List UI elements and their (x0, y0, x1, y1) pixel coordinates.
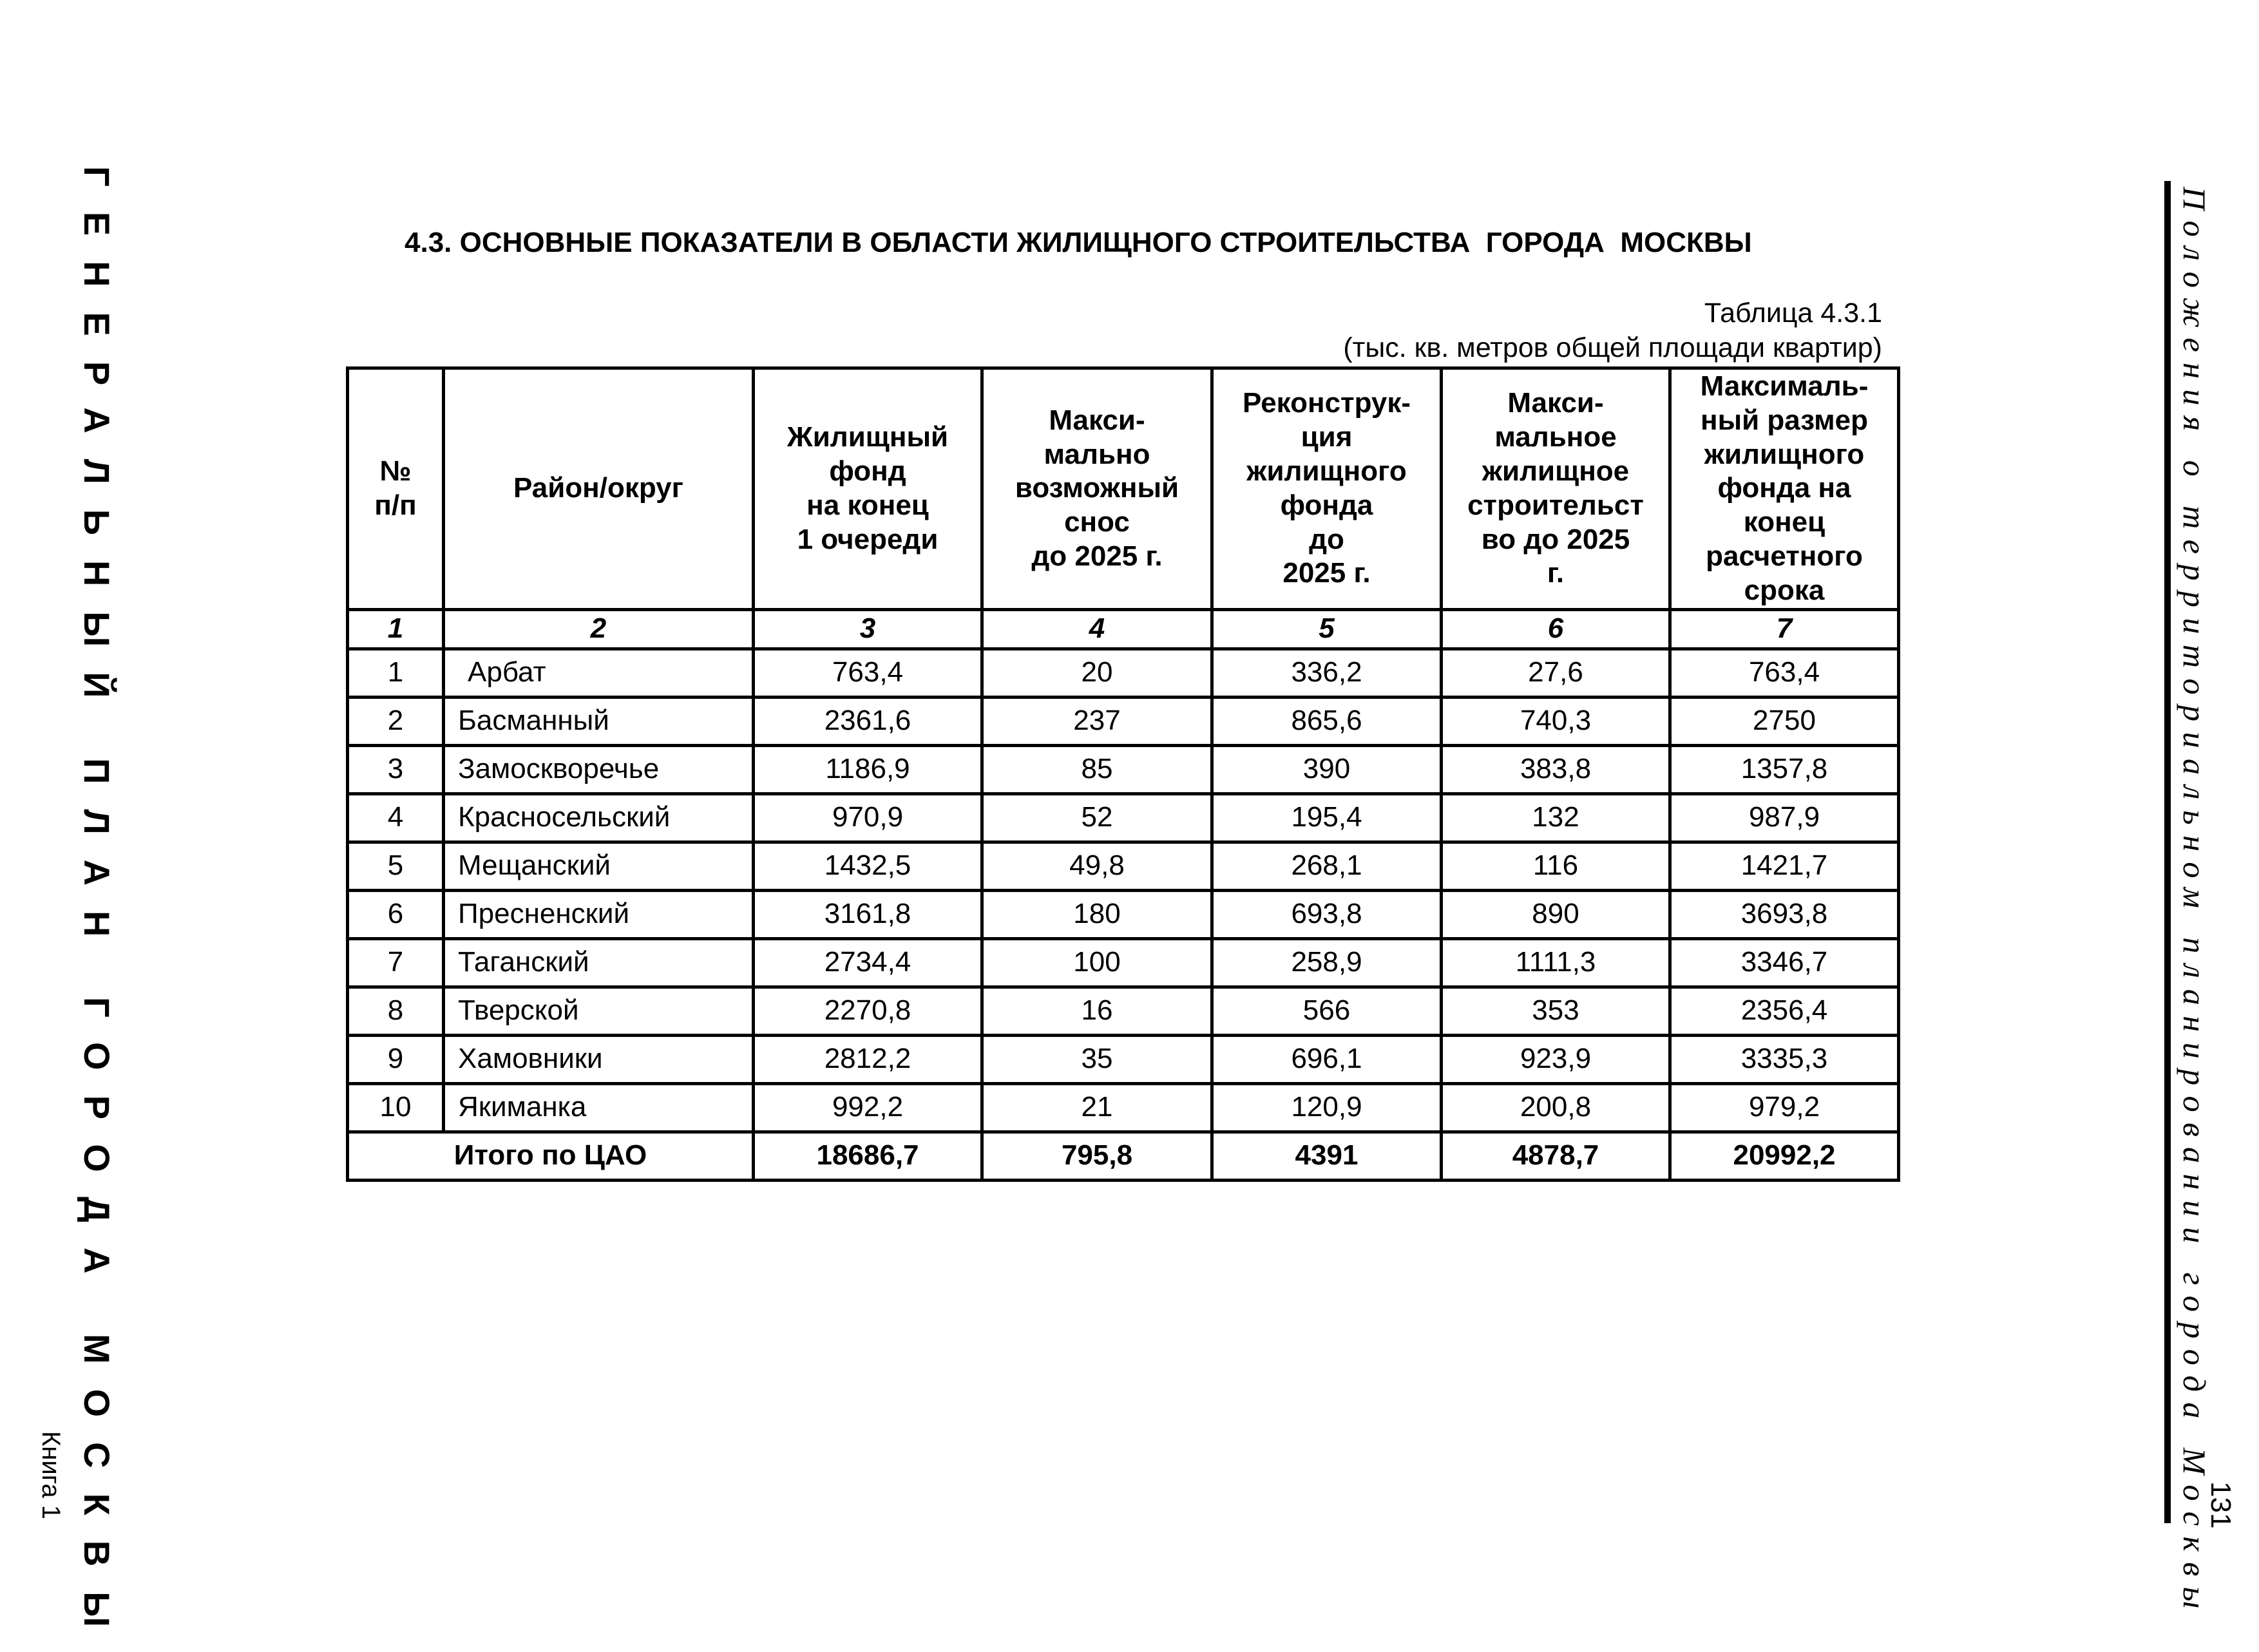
value-cell: 987,9 (1670, 793, 1899, 842)
total-row (348, 1132, 1899, 1180)
row-number: 5 (348, 842, 444, 890)
value-cell: 20 (982, 649, 1212, 697)
total-value: 4878,7 (1442, 1132, 1670, 1180)
side-title-right: Положения о территориальном планировании города Москвы (2177, 187, 2213, 1620)
value-cell: 3693,8 (1670, 890, 1899, 938)
value-cell: 970,9 (754, 793, 982, 842)
book-label: Книга 1 (37, 1431, 65, 1520)
column-number: 2 (444, 609, 754, 649)
value-cell: 353 (1442, 987, 1670, 1035)
value-cell: 2734,4 (754, 938, 982, 987)
value-cell: 1432,5 (754, 842, 982, 890)
total-value: 20992,2 (1670, 1132, 1899, 1180)
value-cell: 390 (1212, 745, 1442, 793)
value-cell: 237 (982, 697, 1212, 745)
value-cell: 132 (1442, 793, 1670, 842)
value-cell: 120,9 (1212, 1083, 1442, 1132)
column-header: Реконструк- ция жилищного фонда до 2025 г. (1212, 368, 1442, 610)
column-number: 5 (1212, 609, 1442, 649)
value-cell: 100 (982, 938, 1212, 987)
column-number: 7 (1670, 609, 1899, 649)
value-cell: 566 (1212, 987, 1442, 1035)
total-value: 18686,7 (754, 1132, 982, 1180)
value-cell: 3161,8 (754, 890, 982, 938)
row-number: 10 (348, 1083, 444, 1132)
value-cell: 2356,4 (1670, 987, 1899, 1035)
value-cell: 923,9 (1442, 1035, 1670, 1083)
table-row (348, 697, 1899, 745)
value-cell: 763,4 (754, 649, 982, 697)
value-cell: 763,4 (1670, 649, 1899, 697)
value-cell: 16 (982, 987, 1212, 1035)
value-cell: 21 (982, 1083, 1212, 1132)
table-header-row (348, 368, 1899, 610)
row-number: 8 (348, 987, 444, 1035)
value-cell: 200,8 (1442, 1083, 1670, 1132)
table-row (348, 793, 1899, 842)
value-cell: 195,4 (1212, 793, 1442, 842)
column-header: Жилищный фонд на конец 1 очереди (754, 368, 982, 610)
row-number: 4 (348, 793, 444, 842)
value-cell: 890 (1442, 890, 1670, 938)
table-row (348, 938, 1899, 987)
row-number: 7 (348, 938, 444, 987)
value-cell: 696,1 (1212, 1035, 1442, 1083)
value-cell: 992,2 (754, 1083, 982, 1132)
housing-table (346, 366, 1900, 1182)
value-cell: 49,8 (982, 842, 1212, 890)
page-number: 131 (2205, 1481, 2236, 1529)
district-name: Пресненский (444, 890, 754, 938)
value-cell: 3346,7 (1670, 938, 1899, 987)
column-number: 4 (982, 609, 1212, 649)
value-cell: 979,2 (1670, 1083, 1899, 1132)
value-cell: 85 (982, 745, 1212, 793)
table-row (348, 1035, 1899, 1083)
column-header: № п/п (348, 368, 444, 610)
district-name: Басманный (444, 697, 754, 745)
value-cell: 268,1 (1212, 842, 1442, 890)
row-number: 9 (348, 1035, 444, 1083)
total-value: 795,8 (982, 1132, 1212, 1180)
value-cell: 1421,7 (1670, 842, 1899, 890)
column-header: Макси- мально возможный снос до 2025 г. (982, 368, 1212, 610)
table-row (348, 987, 1899, 1035)
value-cell: 336,2 (1212, 649, 1442, 697)
table-row (348, 842, 1899, 890)
district-name: Арбат (444, 649, 754, 697)
row-number: 6 (348, 890, 444, 938)
total-label: Итого по ЦАО (348, 1132, 754, 1180)
row-number: 1 (348, 649, 444, 697)
side-divider (2164, 181, 2171, 1523)
row-number: 2 (348, 697, 444, 745)
table-row (348, 745, 1899, 793)
value-cell: 2361,6 (754, 697, 982, 745)
column-header: Район/округ (444, 368, 754, 610)
value-cell: 116 (1442, 842, 1670, 890)
table-caption: Таблица 4.3.1 (1704, 298, 1882, 328)
value-cell: 1111,3 (1442, 938, 1670, 987)
column-header: Максималь- ный размер жилищного фонда на конец расчетного срока (1670, 368, 1899, 610)
district-name: Красносельский (444, 793, 754, 842)
column-number-row (348, 609, 1899, 649)
value-cell: 1186,9 (754, 745, 982, 793)
value-cell: 693,8 (1212, 890, 1442, 938)
value-cell: 258,9 (1212, 938, 1442, 987)
value-cell: 180 (982, 890, 1212, 938)
value-cell: 740,3 (1442, 697, 1670, 745)
table-row (348, 1083, 1899, 1132)
table-row (348, 890, 1899, 938)
column-header: Макси- мальное жилищное строительст во до 2025 г. (1442, 368, 1670, 610)
column-number: 6 (1442, 609, 1670, 649)
value-cell: 27,6 (1442, 649, 1670, 697)
column-number: 3 (754, 609, 982, 649)
side-title-left: ГЕНЕРАЛЬНЫЙ ПЛАН ГОРОДА МОСКВЫ (77, 166, 117, 1652)
value-cell: 2270,8 (754, 987, 982, 1035)
table-units: (тыс. кв. метров общей площади квартир) (1343, 332, 1882, 363)
value-cell: 2812,2 (754, 1035, 982, 1083)
page-title: 4.3. ОСНОВНЫЕ ПОКАЗАТЕЛИ В ОБЛАСТИ ЖИЛИЩНОГО СТРОИТЕЛЬСТВА ГОРОДА МОСКВЫ (405, 227, 1752, 258)
column-number: 1 (348, 609, 444, 649)
value-cell: 2750 (1670, 697, 1899, 745)
district-name: Замоскворечье (444, 745, 754, 793)
value-cell: 383,8 (1442, 745, 1670, 793)
value-cell: 1357,8 (1670, 745, 1899, 793)
value-cell: 52 (982, 793, 1212, 842)
total-value: 4391 (1212, 1132, 1442, 1180)
district-name: Таганский (444, 938, 754, 987)
district-name: Хамовники (444, 1035, 754, 1083)
district-name: Якиманка (444, 1083, 754, 1132)
value-cell: 3335,3 (1670, 1035, 1899, 1083)
value-cell: 865,6 (1212, 697, 1442, 745)
district-name: Тверской (444, 987, 754, 1035)
district-name: Мещанский (444, 842, 754, 890)
table-row (348, 649, 1899, 697)
row-number: 3 (348, 745, 444, 793)
value-cell: 35 (982, 1035, 1212, 1083)
